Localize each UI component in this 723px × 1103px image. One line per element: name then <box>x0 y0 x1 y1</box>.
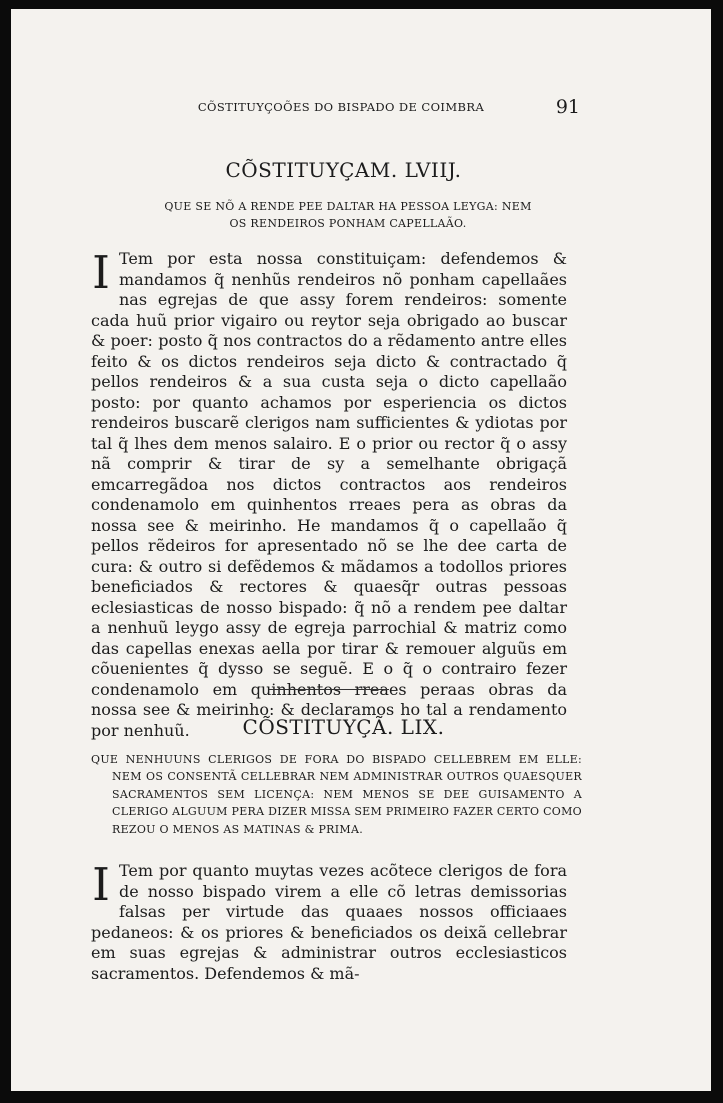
chapter-summary: QUE NENHUUNS CLERIGOS DE FORA DO BISPADO CELLEBREM EM ELLE: NEM OS CONSENTÃ CELLEBRAR NEM ADMINISTRAR OUTROS QUAESQUER SACRAMENTOS SEM LICENÇA: NEM MENOS SE DEE GUISAMENTO A CLERIGO ALGUUM PERA DIZER MISSA SEM PRIMEIRO FAZER CERTO COMO REZOU O MENOS AS MATINAS & PRIMA. <box>91 753 582 836</box>
chapter-summary: QUE SE NÕ A RENDE PEE DALTAR HA PESSOA LEYGA: NEM OS RENDEIROS PONHAM CAPELLAÃO. <box>164 200 532 231</box>
running-title: CÕSTITUYÇOÕES DO BISPADO DE COIMBRA <box>197 100 485 114</box>
chapter-body-text: Tem por quanto muytas vezes acõtece clerigos de fora de nosso bispado virem a elle cõ letras demissorias falsas per virtude das quaaes nossos officiaaes pedaneos: & os priores & beneficiados os deixã cellebrar em suas egrejas & administrar outros ecclesiasticos sacramentos. Defendemos & mã- <box>91 861 567 983</box>
drop-initial: I <box>92 858 110 911</box>
chapter-title: CÕSTITUYÇÃ. LIX. <box>242 715 445 739</box>
chapter-body-text: Tem por esta nossa constituiçam: defendemos & mandamos q̃ nenhũs rendeiros nõ ponham capellaães nas egrejas de que assy forem rendeiros: somente cada huũ prior vigairo ou reytor seja obrigado ao buscar & poer: posto q̃ nos contractos do a rẽdamento antre elles feito & os dictos rendeiros seja dicto & contractado q̃ pellos rendeiros & a sua custa seja o dicto capellaão posto: por quanto achamos por esperiencia os dictos rendeiros buscarẽ clerigos nam sufficientes & ydiotas por tal q̃ lhes dem menos salairo. E o prior ou rector q̃ o assy nã comprir & tirar de sy a semelhante obrigaçã emcarregãdoa nos dictos contractos aos rendeiros condenamolo em quinhentos rreaes pera as obras da nossa see & meirinho. He mandamos q̃ o capellaão q̃ pellos rẽdeiros for apresentado nõ se lhe dee carta de cura: & outro si defẽdemos & mãdamos a todollos priores beneficiados & rectores & quaesq̃r outras pessoas eclesiasticas de nosso bispado: q̃ nõ a rendem pee daltar a nenhuũ leygo assy de egreja parrochial & matriz como das capellas enexas aella por tirar & remouer alguũs em cõuenientes q̃ dysso se seguẽ. E o q̃ o contrairo fezer condenamolo em quinhentos rreaes peraas obras da nossa see & meirinho: & declaramos ho tal a rendamento por nenhuũ. <box>91 249 567 740</box>
chapter-body <box>91 246 567 741</box>
chapter-body <box>91 858 567 984</box>
chapter-title: CÕSTITUYÇAM. LVIIJ. <box>225 158 462 182</box>
drop-initial: I <box>92 246 110 299</box>
section-divider <box>269 689 389 690</box>
book-page <box>11 9 711 1091</box>
page-number: 91 <box>555 96 580 118</box>
running-head <box>11 98 711 118</box>
